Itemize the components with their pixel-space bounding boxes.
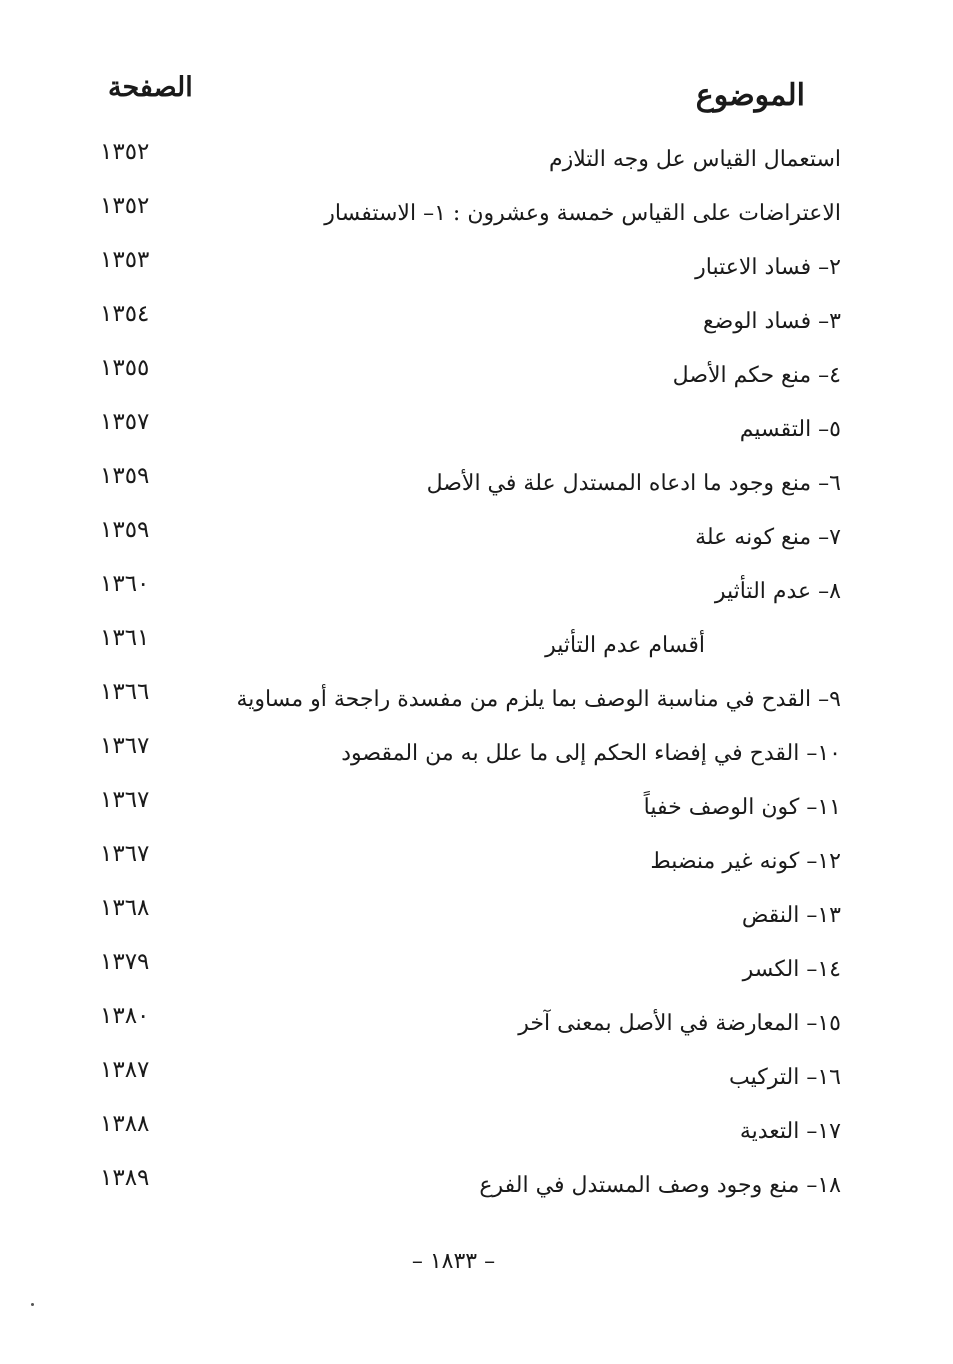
toc-entry-page: ١٣٥٧ [100, 409, 150, 435]
toc-subentry [100, 618, 841, 672]
toc-entry-title: الاعتراضات على القياس خمسة وعشرون : ١– الاستفسار [324, 201, 841, 226]
toc-entry [100, 1050, 841, 1104]
toc-entry-title: استعمال القياس عل وجه التلازم [549, 147, 841, 172]
toc-entry-page: ١٣٦٨ [100, 895, 150, 921]
toc-entry-title: ١٨– منع وجود وصف المستدل في الفرع [479, 1173, 841, 1198]
toc-entry-title: ٢– فساد الاعتبار [695, 255, 841, 280]
toc-entry [100, 510, 841, 564]
toc-entry [100, 672, 841, 726]
toc-entry-page: ١٣٦١ [100, 625, 150, 651]
toc-entry-title: ١٥– المعارضة في الأصل بمعنى آخر [518, 1011, 841, 1036]
toc-entry [100, 780, 841, 834]
toc-entry [100, 132, 841, 186]
toc-entry [100, 240, 841, 294]
toc-entry-page: ١٣٥٩ [100, 517, 150, 543]
toc-entry-page: ١٣٥٥ [100, 355, 150, 381]
toc-entry-title: ٤– منع حكم الأصل [672, 363, 841, 388]
toc-entry-page: ١٣٦٧ [100, 787, 150, 813]
toc-entry-title: ١١– كون الوصف خفياً [643, 795, 841, 820]
toc-entry [100, 564, 841, 618]
toc-entry-title: ١٤– الكسر [742, 957, 841, 982]
toc-entry [100, 1104, 841, 1158]
toc-entry-page: ١٣٨٧ [100, 1057, 150, 1083]
toc-entry-page: ١٣٥٢ [100, 193, 150, 219]
topic-column-header: الموضوع [695, 78, 805, 113]
toc-entry-page: ١٣٨٩ [100, 1165, 150, 1191]
toc-entry [100, 834, 841, 888]
toc-entry [100, 1158, 841, 1212]
toc-entry-title: ١٣– النقض [741, 903, 841, 928]
toc-entry-title: ٥– التقسيم [739, 417, 841, 442]
toc-entry-title: ٧– منع كونه علة [695, 525, 841, 550]
toc-entry-title: ٦– منع وجود ما ادعاه المستدل علة في الأصل [426, 471, 841, 496]
toc-entry-title: ١٢– كونه غير منضبط [650, 849, 841, 874]
toc-entry [100, 294, 841, 348]
toc-entry-title: أقسام عدم التأثير [545, 633, 705, 658]
toc-entry-page: ١٣٦٠ [100, 571, 150, 597]
toc-entry [100, 888, 841, 942]
toc-entry [100, 402, 841, 456]
toc-entry [100, 186, 841, 240]
toc-entry [100, 726, 841, 780]
toc-entry-page: ١٣٥٢ [100, 139, 150, 165]
toc-entry-page: ١٣٨٠ [100, 1003, 150, 1029]
page-number-footer: – ١٨٣٣ – [411, 1249, 496, 1274]
toc-entry-page: ١٣٦٧ [100, 841, 150, 867]
toc-entry-title: ٣– فساد الوضع [702, 309, 841, 334]
toc-entry-title: ١٠– القدح في إفضاء الحكم إلى ما علل به من المقصود [341, 741, 841, 766]
toc-entry-page: ١٣٥٤ [100, 301, 150, 327]
toc-entry [100, 456, 841, 510]
toc-entry [100, 996, 841, 1050]
toc-entry-page: ١٣٧٩ [100, 949, 150, 975]
toc-entry-page: ١٣٥٩ [100, 463, 150, 489]
toc-entry-title: ١٧– التعدية [739, 1119, 841, 1144]
toc-entry-page: ١٣٦٧ [100, 733, 150, 759]
toc-entry [100, 942, 841, 996]
toc-entry-title: ١٦– التركيب [729, 1065, 841, 1090]
toc-entry-page: ١٣٨٨ [100, 1111, 150, 1137]
table-of-contents [100, 132, 841, 1212]
toc-entry-page: ١٣٦٦ [100, 679, 150, 705]
scan-speck [31, 1303, 34, 1306]
toc-entry-page: ١٣٥٣ [100, 247, 150, 273]
toc-entry-title: ٩– القدح في مناسبة الوصف بما يلزم من مفسدة راجحة أو مساوية [236, 687, 841, 712]
toc-entry [100, 348, 841, 402]
page-column-header: الصفحة [108, 72, 193, 103]
toc-entry-title: ٨– عدم التأثير [714, 579, 841, 604]
